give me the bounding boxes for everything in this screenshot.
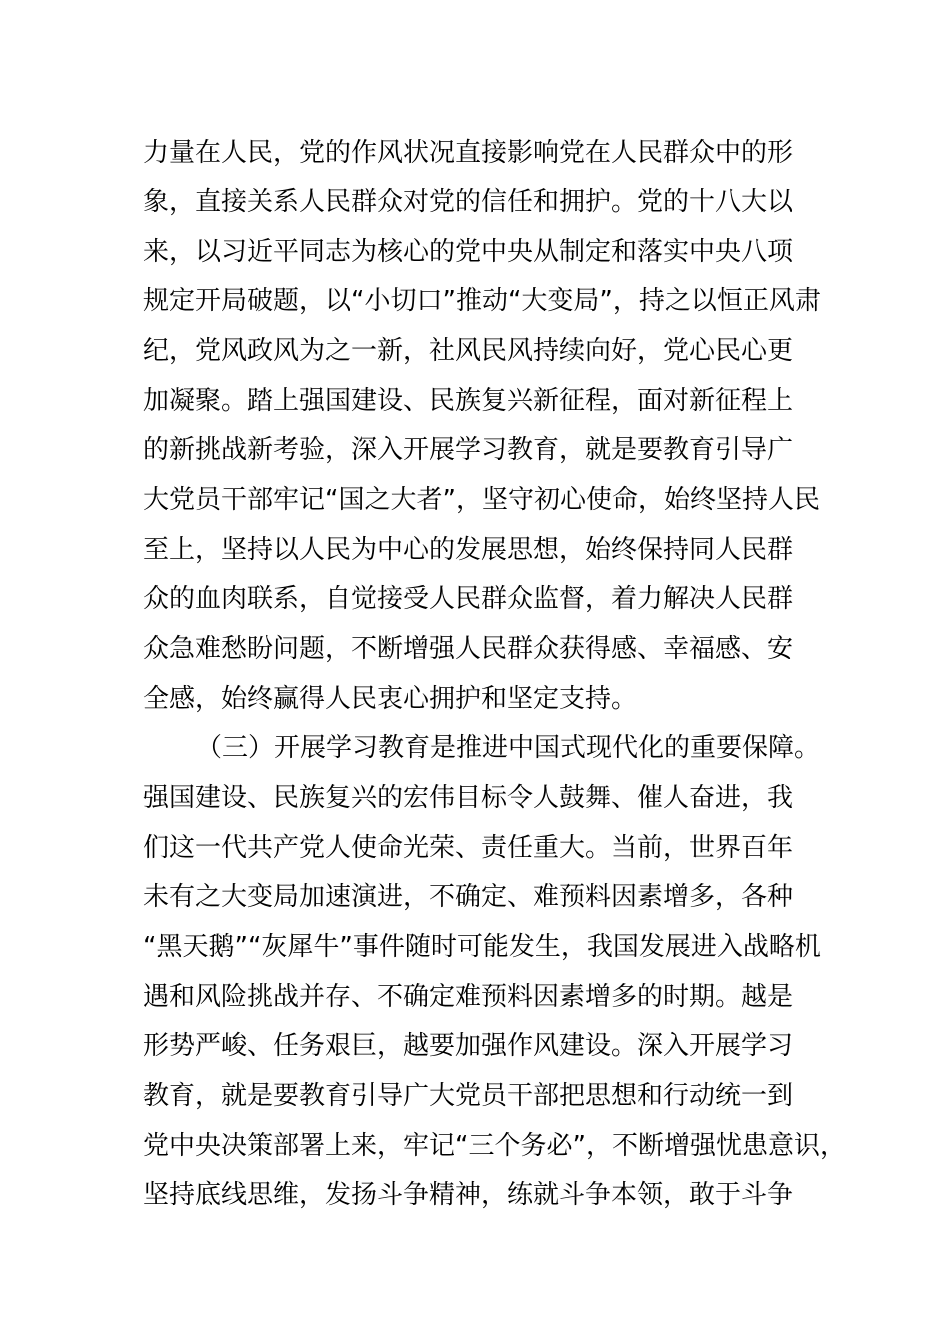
text-line: 规定开局破题，以“小切口”推动“大变局”，持之以恒正风肃 — [143, 286, 821, 316]
text-line: 力量在人民，党的作风状况直接影响党在人民群众中的形 — [143, 138, 794, 168]
text-line: 全感，始终赢得人民衷心拥护和坚定支持。 — [143, 684, 638, 714]
text-line: 大党员干部牢记“国之大者”，坚守初心使命，始终坚持人民 — [143, 485, 820, 515]
text-line: 至上，坚持以人民为中心的发展思想，始终保持同人民群 — [143, 535, 794, 565]
text-line: 形势严峻、任务艰巨，越要加强作风建设。深入开展学习 — [143, 1031, 794, 1061]
text-line: 们这一代共产党人使命光荣、责任重大。当前，世界百年 — [143, 833, 794, 863]
section-heading-line: （三）开展学习教育是推进中国式现代化的重要保障。 — [196, 733, 821, 763]
text-line: “黑天鹅”“灰犀牛”事件随时可能发生，我国发展进入战略机 — [143, 932, 821, 962]
text-line: 坚持底线思维，发扬斗争精神，练就斗争本领，敢于斗争 — [143, 1180, 794, 1210]
text-line: 党中央决策部署上来，牢记“三个务必”，不断增强忧患意识， — [143, 1131, 846, 1161]
text-line: 众的血肉联系，自觉接受人民群众监督，着力解决人民群 — [143, 584, 794, 614]
text-line: 的新挑战新考验，深入开展学习教育，就是要教育引导广 — [143, 435, 794, 465]
text-line: 未有之大变局加速演进，不确定、难预料因素增多，各种 — [143, 882, 794, 912]
text-line: 来，以习近平同志为核心的党中央从制定和落实中央八项 — [143, 237, 794, 267]
text-line: 象，直接关系人民群众对党的信任和拥护。党的十八大以 — [143, 187, 794, 217]
text-line: 纪，党风政风为之一新，社风民风持续向好，党心民心更 — [143, 336, 794, 366]
text-line: 强国建设、民族复兴的宏伟目标令人鼓舞、催人奋进，我 — [143, 783, 794, 813]
text-line: 加凝聚。踏上强国建设、民族复兴新征程，面对新征程上 — [143, 386, 794, 416]
text-line: 众急难愁盼问题，不断增强人民群众获得感、幸福感、安 — [143, 634, 794, 664]
text-line: 教育，就是要教育引导广大党员干部把思想和行动统一到 — [143, 1081, 794, 1111]
text-line: 遇和风险挑战并存、不确定难预料因素增多的时期。越是 — [143, 982, 794, 1012]
